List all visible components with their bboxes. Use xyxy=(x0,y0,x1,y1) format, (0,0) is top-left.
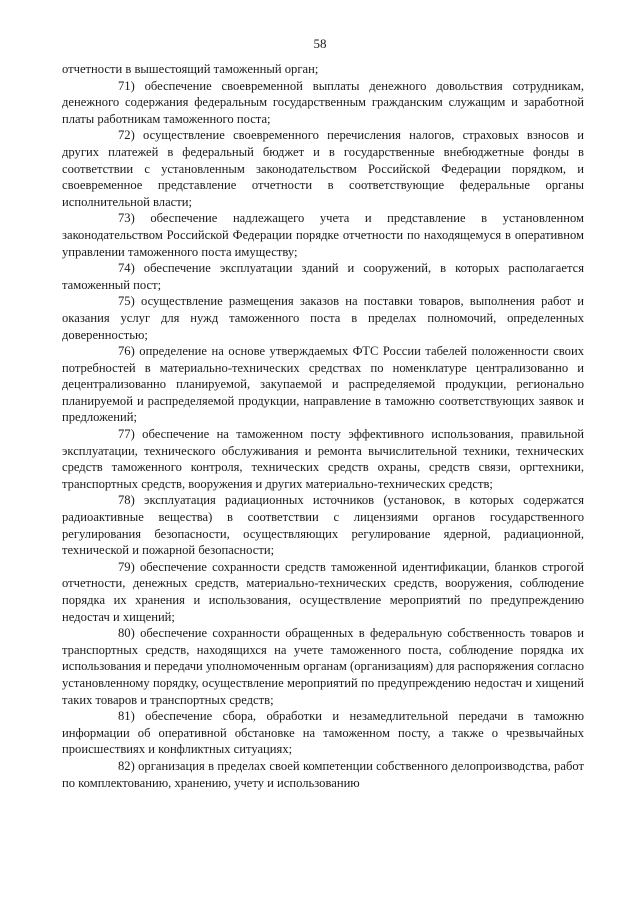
list-item-81: 81) обеспечение сбора, обработки и незамедлительной передачи в таможню информации об оперативной обстановке на таможенном посту, а также о чрезвычайных происшествиях и конфликтных ситуациях; xyxy=(62,709,584,757)
list-item-72: 72) осуществление своевременного перечисления налогов, страховых взносов и других платежей в федеральный бюджет и в государственные внебюджетные фонды в соответствии с установленным законодательством Российской Федерации порядком, и своевременное представление отчетности в соответствующие федеральные органы исполнительной власти; xyxy=(62,128,584,209)
list-item-80: 80) обеспечение сохранности обращенных в федеральную собственность товаров и транспортных средств, находящихся на учете таможенного поста, соблюдение порядка их использования и передачи уполномоченным органам (организациям) для распоряжения согласно установленному порядку, осуществление мероприятий по предупреждению недостач и хищений таких товаров и транспортных средств; xyxy=(62,626,584,707)
list-item-75: 75) осуществление размещения заказов на поставки товаров, выполнения работ и оказания услуг для нужд таможенного поста в пределах полномочий, определенных доверенностью; xyxy=(62,294,584,342)
list-item-79: 79) обеспечение сохранности средств таможенной идентификации, бланков строгой отчетности, денежных средств, материально-технических средств, вооружения, соблюдение порядка их хранения и использования, осуществление мероприятий по предупреждению недостач и хищений; xyxy=(62,559,584,624)
list-item-77: 77) обеспечение на таможенном посту эффективного использования, правильной эксплуатации, технического обслуживания и ремонта вычислительной техники, технических средств таможенного контроля, технических средств охраны, средств связи, оргтехники, транспортных средств, вооружения и других материально-технических средств; xyxy=(62,427,584,491)
list-item-74: 74) обеспечение эксплуатации зданий и сооружений, в которых располагается таможенный пост; xyxy=(62,261,584,292)
list-item-73: 73) обеспечение надлежащего учета и представление в установленном законодательством Российской Федерации порядке отчетности по находящемуся в оперативном управлении таможенного поста имуществу; xyxy=(62,211,584,259)
page-number: 58 xyxy=(313,36,327,51)
list-item-82: 82) организация в пределах своей компетенции собственного делопроизводства, работ по комплектованию, хранению, учету и использованию xyxy=(62,758,584,790)
list-item-78: 78) эксплуатация радиационных источников (установок, в которых содержатся радиоактивные вещества) в соответствии с лицензиями органов государственного регулирования безопасности, осуществляющих регулирование ядерной, радиационной, технической и пожарной безопасности; xyxy=(62,493,584,558)
page-body xyxy=(62,61,584,791)
list-item-71: 71) обеспечение своевременной выплаты денежного довольствия сотрудникам, денежного содержания федеральным государственным гражданским служащим и заработной платы работникам таможенного поста; xyxy=(62,78,584,126)
continuation-paragraph: отчетности в вышестоящий таможенный орган; xyxy=(62,62,319,76)
list-item-76: 76) определение на основе утверждаемых ФТС России табелей положенности своих потребностей в материально-технических средствах по номенклатуре централизованно и децентрализованно планируемой, закупаемой и распределяемой продукции, регионально планируемой и распределяемой продукции, направление в таможню соответствующих заявок и предложений; xyxy=(62,344,584,425)
